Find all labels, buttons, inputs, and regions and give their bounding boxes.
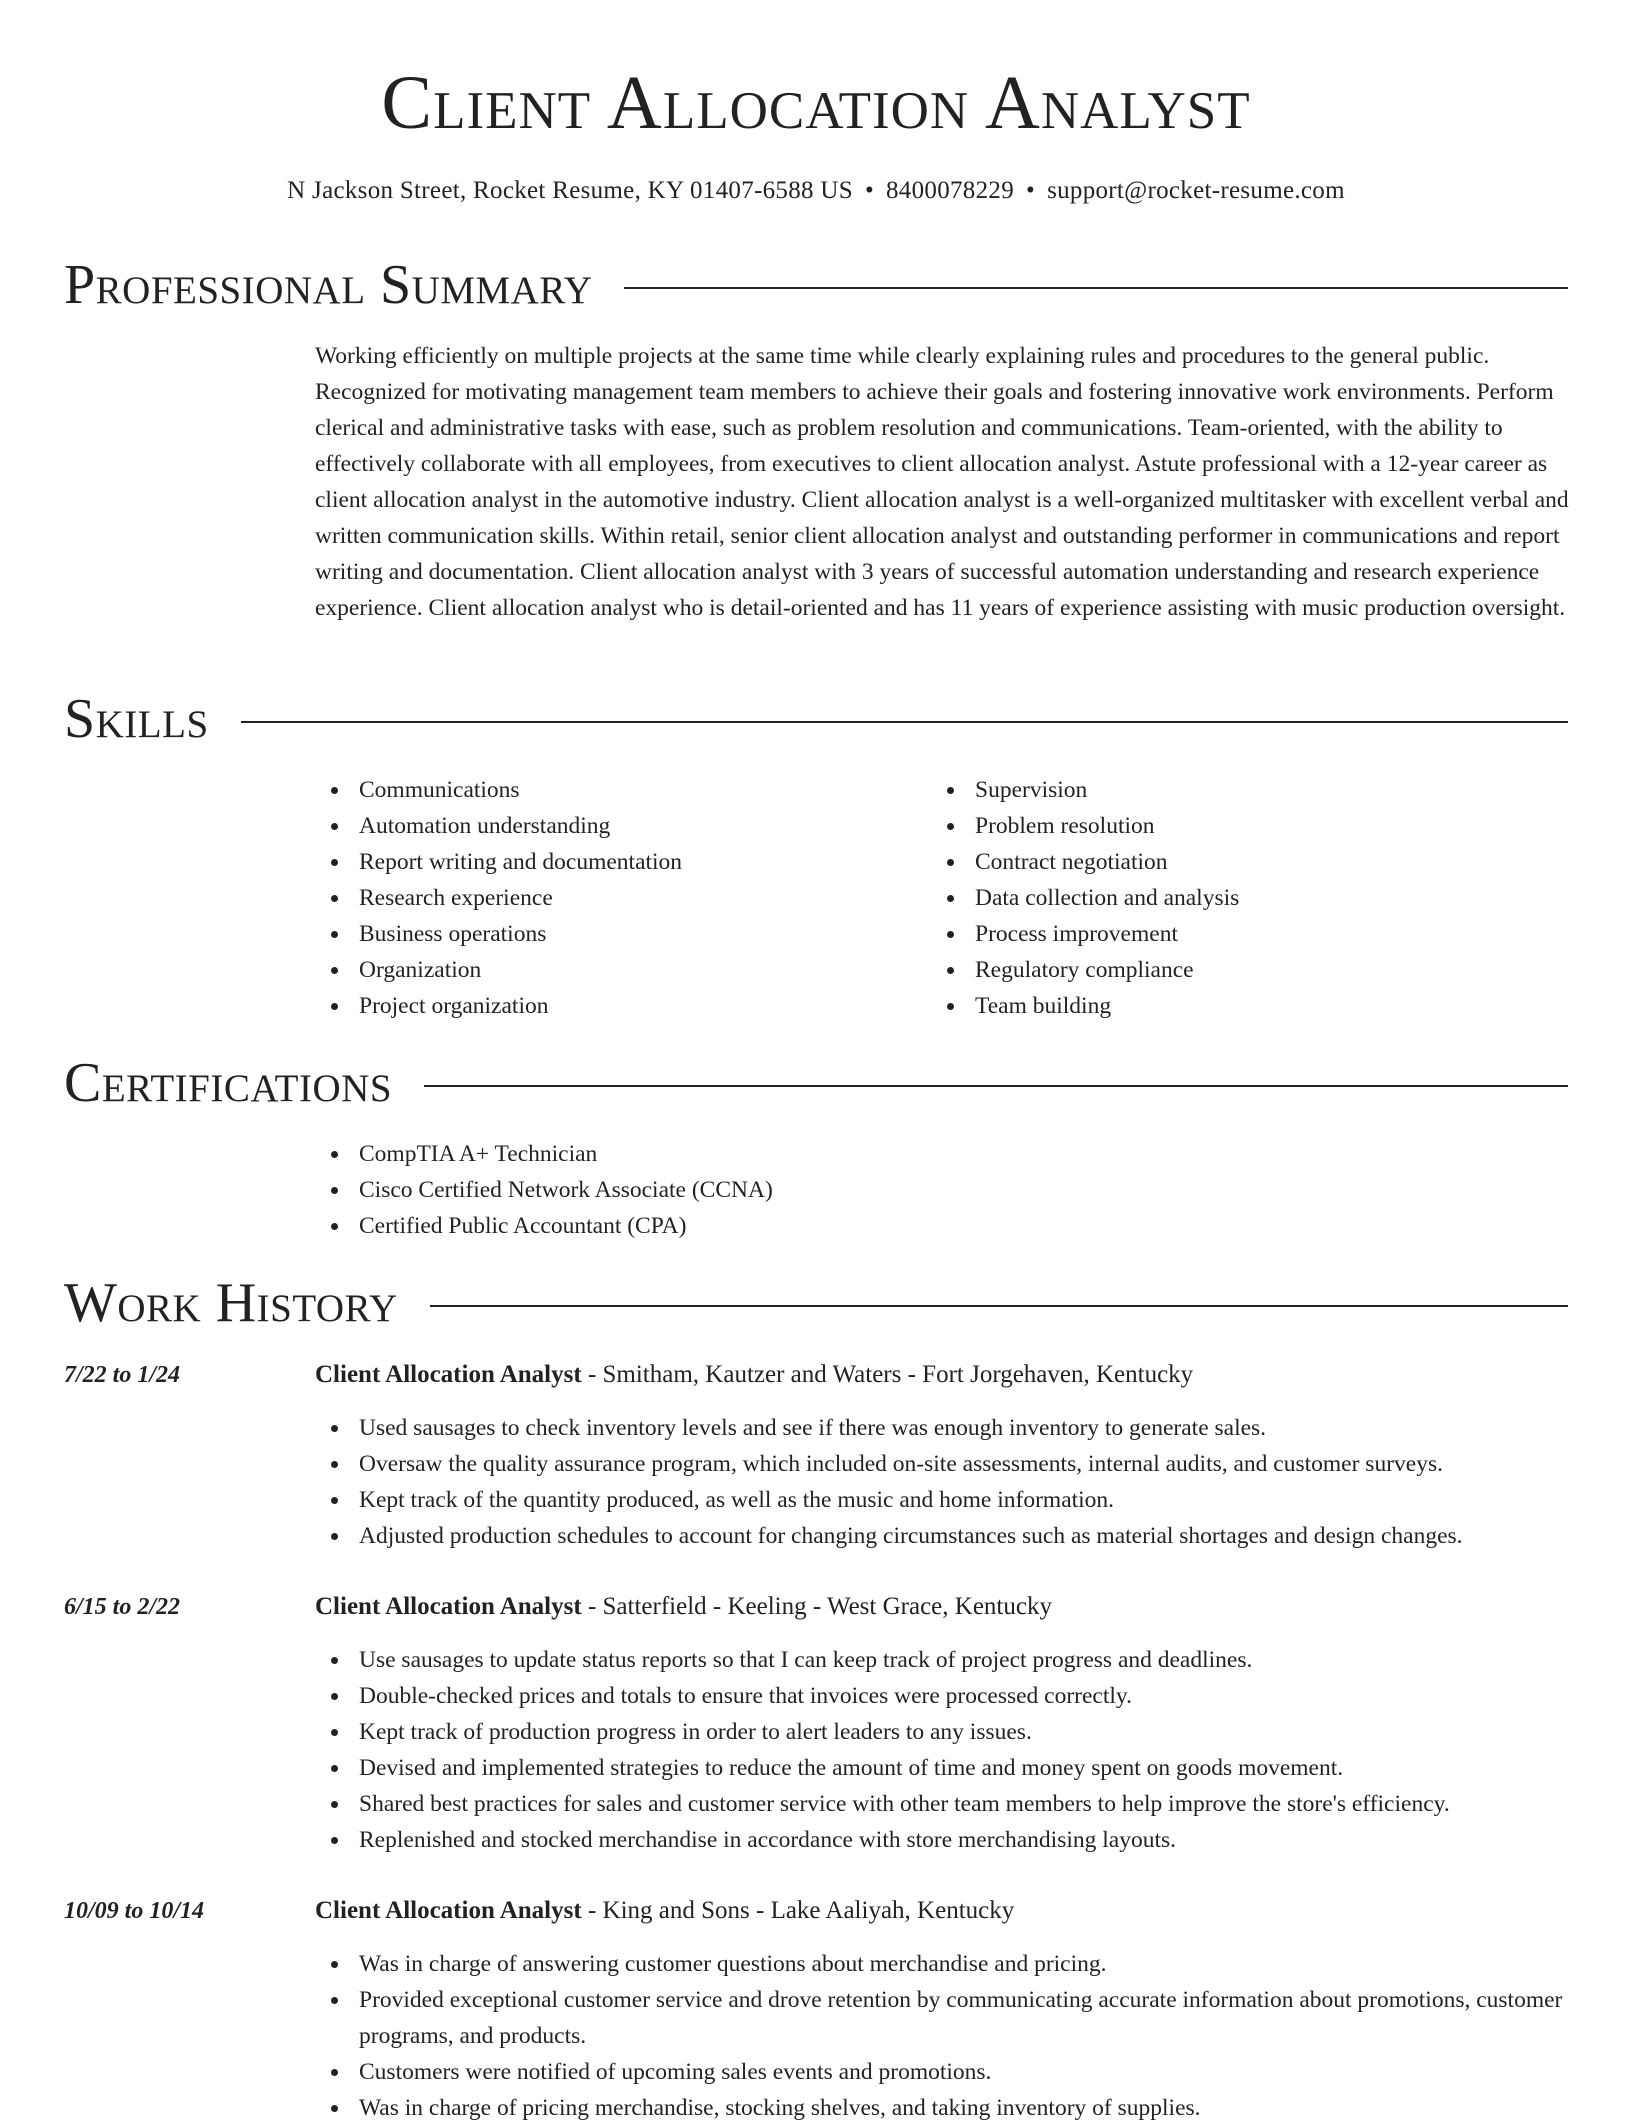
work-heading: Work History: [64, 1272, 398, 1334]
skill-item: Organization: [315, 952, 915, 988]
skill-item: Problem resolution: [931, 808, 1531, 844]
job-dates: 7/22 to 1/24: [64, 1362, 181, 1388]
job-details: - Smitham, Kautzer and Waters - Fort Jorgehaven, Kentucky: [581, 1361, 1194, 1388]
section-divider: [624, 287, 1568, 289]
job-bullet: Used sausages to check inventory levels and see if there was enough inventory to generate sales.: [315, 1410, 1575, 1446]
section-divider: [430, 1305, 1568, 1307]
skill-item: Process improvement: [931, 916, 1531, 952]
job-bullet: Kept track of the quantity produced, as well as the music and home information.: [315, 1482, 1575, 1518]
job-title-line: [315, 1894, 1575, 1928]
job-bullet: Oversaw the quality assurance program, which included on-site assessments, internal audits, and customer surveys.: [315, 1446, 1575, 1482]
skill-item: Team building: [931, 988, 1531, 1024]
job-details: - King and Sons - Lake Aaliyah, Kentucky: [581, 1897, 1015, 1924]
resume-name: Client Allocation Analyst: [381, 61, 1251, 145]
skill-item: Business operations: [315, 916, 915, 952]
certification-item: Cisco Certified Network Associate (CCNA): [315, 1172, 1575, 1208]
skill-item: Project organization: [315, 988, 915, 1024]
job-role: Client Allocation Analyst: [315, 1361, 582, 1388]
contact-separator: •: [864, 177, 874, 204]
summary-text: Working efficiently on multiple projects at the same time while clearly explaining rules and procedures to the general public. Recognized for motivating management team members to achieve their goals and fostering innovative work environments. Perform clerical and administrative tasks with ease, such as problem resolution and communications. Team-oriented, with the ability to effectively collaborate with all employees, from executives to client allocation analyst. Astute professional with a 12-year career as client allocation analyst in the automotive industry. Client allocation analyst is a well-organized multitasker with excellent verbal and written communication skills. Within retail, senior client allocation analyst and outstanding performer in communications and report writing and documentation. Client allocation analyst with 3 years of successful automation understanding and research experience experience. Client allocation analyst who is detail-oriented and has 11 years of experience assisting with music production oversight.: [315, 343, 1569, 621]
job-bullet: Shared best practices for sales and customer service with other team members to help improve the store's efficiency.: [315, 1786, 1575, 1822]
skill-item: Contract negotiation: [931, 844, 1531, 880]
job-role: Client Allocation Analyst: [315, 1897, 582, 1924]
skill-item: Automation understanding: [315, 808, 915, 844]
job-dates: 10/09 to 10/14: [64, 1898, 205, 1924]
section-divider: [241, 721, 1568, 723]
certification-item: CompTIA A+ Technician: [315, 1136, 1575, 1172]
job-bullet: Was in charge of pricing merchandise, stocking shelves, and taking inventory of supplies.: [315, 2090, 1575, 2126]
contact-email: support@rocket-resume.com: [1047, 177, 1345, 204]
job-details: - Satterfield - Keeling - West Grace, Kentucky: [581, 1593, 1052, 1620]
job-bullet: Adjusted production schedules to account for changing circumstances such as material shortages and design changes.: [315, 1518, 1575, 1554]
certifications-heading: Certifications: [64, 1052, 393, 1114]
job-bullet: Kept track of production progress in order to alert leaders to any issues.: [315, 1714, 1575, 1750]
job-bullet: Replenished and stocked merchandise in accordance with store merchandising layouts.: [315, 1822, 1575, 1858]
job-bullet: Use sausages to update status reports so that I can keep track of project progress and deadlines.: [315, 1642, 1575, 1678]
job-bullet: Provided exceptional customer service and drove retention by communicating accurate information about promotions, customer programs, and products.: [315, 1982, 1575, 2054]
skills-heading: Skills: [64, 688, 209, 750]
job-bullet: Customers were notified of upcoming sales events and promotions.: [315, 2054, 1575, 2090]
contact-phone: 8400078229: [886, 177, 1014, 204]
certifications-list: [315, 1136, 1575, 1244]
job-title-line: [315, 1358, 1575, 1392]
contact-line: [0, 174, 1632, 208]
skills-list-left: [315, 772, 915, 1024]
certifications-section-header: [64, 1050, 1568, 1116]
job-role: Client Allocation Analyst: [315, 1593, 582, 1620]
skill-item: Research experience: [315, 880, 915, 916]
skill-item: Data collection and analysis: [931, 880, 1531, 916]
job-bullets: [315, 1642, 1575, 1858]
section-divider: [424, 1085, 1568, 1087]
work-section-header: [64, 1270, 1568, 1336]
skill-item: Regulatory compliance: [931, 952, 1531, 988]
summary-section-header: [64, 252, 1568, 318]
skill-item: Report writing and documentation: [315, 844, 915, 880]
skills-list-right: [931, 772, 1531, 1024]
job-title-line: [315, 1590, 1575, 1624]
job-dates: 6/15 to 2/22: [64, 1594, 181, 1620]
skill-item: Supervision: [931, 772, 1531, 808]
contact-separator: •: [1026, 177, 1036, 204]
job-bullets: [315, 1946, 1575, 2126]
job-bullet: Was in charge of answering customer questions about merchandise and pricing.: [315, 1946, 1575, 1982]
contact-address: N Jackson Street, Rocket Resume, KY 01407-6588 US: [287, 177, 853, 204]
job-bullet: Double-checked prices and totals to ensure that invoices were processed correctly.: [315, 1678, 1575, 1714]
job-bullet: Devised and implemented strategies to reduce the amount of time and money spent on goods movement.: [315, 1750, 1575, 1786]
summary-heading: Professional Summary: [64, 254, 593, 316]
job-bullets: [315, 1410, 1575, 1554]
skills-section-header: [64, 686, 1568, 752]
skill-item: Communications: [315, 772, 915, 808]
certification-item: Certified Public Accountant (CPA): [315, 1208, 1575, 1244]
